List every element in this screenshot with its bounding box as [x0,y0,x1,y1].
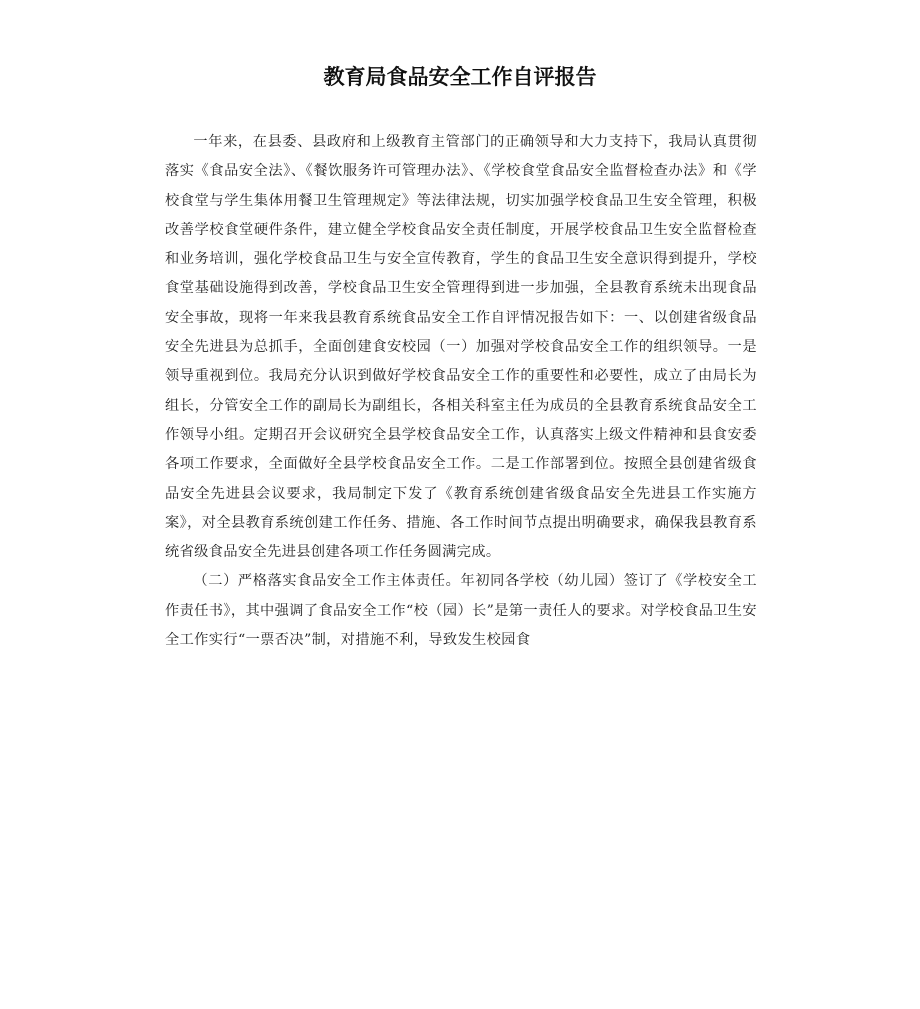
paragraph: 一年来，在县委、县政府和上级教育主管部门的正确领导和大力支持下，我局认真贯彻落实《食品安全法》、《餐饮服务许可管理办法》、《学校食堂食品安全监督检查办法》和《学校食堂与学生集体用餐卫生管理规定》等法律法规，切实加强学校食品卫生安全管理，积极改善学校食堂硬件条件，建立健全学校食品安全责任制度，开展学校食品卫生安全监督检查和业务培训，强化学校食品卫生与安全宣传教育，学生的食品卫生安全意识得到提升，学校食堂基础设施得到改善，学校食品卫生安全管理得到进一步加强，全县教育系统未出现食品安全事故，现将一年来我县教育系统食品安全工作自评情况报告如下：一、以创建省级食品安全先进县为总抓手，全面创建食安校园（一）加强对学校食品安全工作的组织领导。一是领导重视到位。我局充分认识到做好学校食品安全工作的重要性和必要性，成立了由局长为组长，分管安全工作的副局长为副组长，各相关科室主任为成员的全县教育系统食品安全工作领导小组。定期召开会议研究全县学校食品安全工作，认真落实上级文件精神和县食安委各项工作要求，全面做好全县学校食品安全工作。二是工作部署到位。按照全县创建省级食品安全先进县会议要求，我局制定下发了《教育系统创建省级食品安全先进县工作实施方案》，对全县教育系统创建工作任务、措施、各工作时间节点提出明确要求，确保我县教育系统省级食品安全先进县创建各项工作任务圆满完成。 [165,134,757,561]
paragraph: （二）严格落实食品安全工作主体责任。年初同各学校（幼儿园）签订了《学校安全工作责任书》，其中强调了食品安全工作“校（园）长”是第一责任人的要求。对学校食品卫生安全工作实行“一票否决”制，对措施不利，导致发生校园食 [165,573,757,649]
document-title: 教育局食品安全工作自评报告 [323,65,597,89]
document-body [165,128,757,655]
